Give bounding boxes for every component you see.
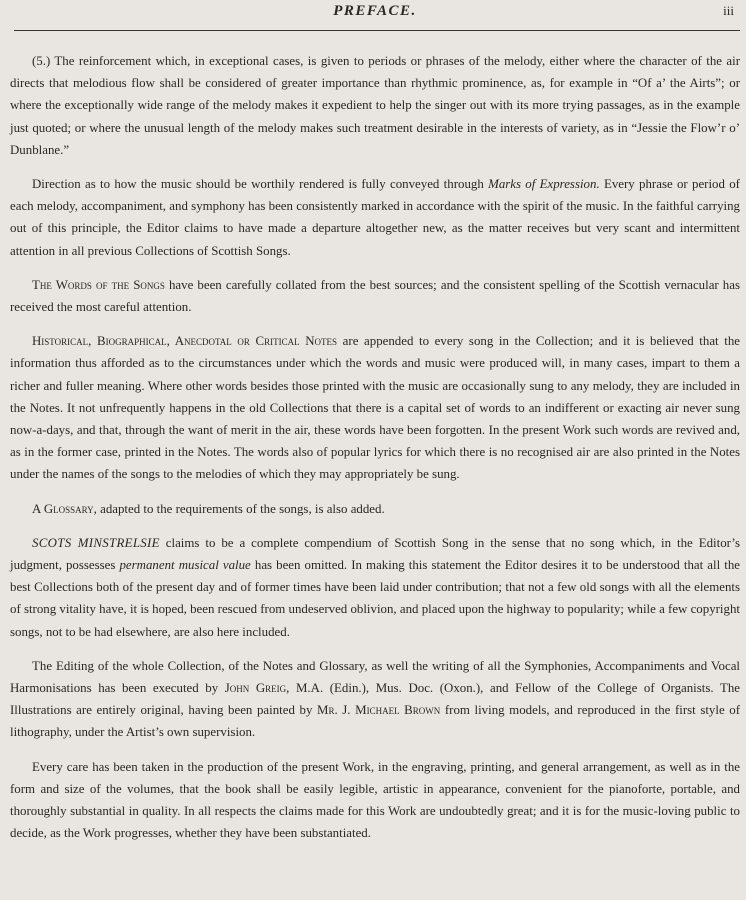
smallcaps-glossary: Glossary	[43, 501, 94, 516]
header-rule	[14, 30, 740, 31]
paragraph-glossary	[10, 498, 740, 520]
paragraph-text: The Editing of the whole Collection, of the Notes and Glossary, as well the writing of all the Symphonies, Accompaniments and Vocal Harmonisations has been executed by	[10, 658, 740, 696]
paragraph-text: , adapted to the requirements of the songs, is also added.	[93, 501, 385, 516]
paragraph-expression	[10, 173, 740, 262]
emphasis-permanent-musical-value: permanent musical value	[119, 558, 251, 573]
paragraph-text: A	[32, 501, 44, 516]
paragraph-text: Every care has been taken in the production of the present Work, in the engraving, printing, and general arrangement, as well as in the form and size of the volumes, that the book shall be easily legible, artistic in appearance, convenient for the pianoforte, portable, and thoroughly substantial in quality. In all respects the claims made for this Work are undoubtedly great; and it is for the music-loving public to decide, as the Work progresses, whether they have been substantiated.	[10, 759, 740, 841]
paragraph-text: has been omitted. In making this statement the Editor desires it to be understood that all the best Collections both of the present day and of former times have been laid under contribution; that not a few old songs with all the elements of strong vitality have, it is hoped, been rescued from undeserved oblivion, and placed upon the highway to popularity; while a few copyright songs, not to be had elsewhere, are also here included.	[10, 558, 741, 639]
paragraph-text: (5.) The reinforcement which, in exceptional cases, is given to periods or phrases of the melody, either where the character of the air directs that melodious flow shall be considered of greater importance than rhythmic prominence, as, for example in “Of a’ the Airts”; or where the exceptionally wide range of the melody makes it expedient to help the singer out with its more trying passages, as in the example just quoted; or where the unusual length of the melody makes such treatment desirable in the interests of variety, as in “Jessie the Flow’r o’ Dunblane.”	[10, 54, 740, 157]
smallcaps-john-greig: John Greig	[224, 681, 287, 696]
paragraph-text: from living models, and reproduced in the first style of lithography, under the Artist’s own supervision.	[10, 703, 740, 740]
smallcaps-words-of-songs: The Words of the Songs	[32, 277, 165, 292]
paragraph-text: claims to be a complete compendium of Scottish Song in the sense that no song which, in the Editor’s judgment, possesses	[10, 535, 741, 573]
emphasis-marks-of-expression: Marks of Expression.	[488, 177, 600, 192]
paragraph-text: have been carefully collated from the best sources; and the consistent spelling of the Scottish vernacular has received the most careful attention.	[10, 277, 740, 315]
preface-body	[10, 30, 740, 845]
emphasis-scots-minstrelsie: SCOTS MINSTRELSIE	[32, 535, 160, 550]
paragraph-text: Every phrase or period of each melody, accompaniment, and symphony has been consistently marked in accordance with the spirit of the music. In the faithful carrying out of this principle, the Editor claims to have made a departure altogether new, as the matter receives but very scant and intermittent attention in all previous Collections of Scottish Songs.	[10, 177, 740, 258]
paragraph-reinforcement	[10, 50, 740, 161]
paragraph-text: , M.A. (Edin.), Mus. Doc. (Oxon.), and Fellow of the College of Organists. The Illustrations are entirely original, having been painted by	[10, 681, 740, 718]
paragraph-text: are appended to every song in the Collection; and it is believed that the information thus afforded as to the circumstances under which the words and music were produced will, in many cases, impart to them a richer and fuller meaning. Where other words besides those printed with the music are occasionally sung to any melody, they are included in the Notes. It not unfrequently happens in the old Collections that there is a capital set of words to an indifferent or exacting air never sung now-a-days, and that, through the want of merit in the air, these words have been forgotten. In the present Work such words are revived and, as in the former case, printed in the Notes. The words also of popular lyrics for which there is no recognised air are also printed in the Notes under the names of the songs to the melodies of which they may appropriately be sung.	[10, 334, 740, 482]
paragraph-text: Direction as to how the music should be worthily rendered is fully conveyed through	[32, 177, 489, 192]
paragraph-words	[10, 274, 740, 318]
smallcaps-michael-brown: Mr. J. Michael Brown	[317, 703, 441, 718]
smallcaps-notes: Historical, Biographical, Anecdotal or Critical Notes	[32, 334, 338, 349]
paragraph-production	[10, 756, 740, 845]
page-title: PREFACE.	[333, 3, 417, 19]
paragraph-minstrelsie	[10, 532, 740, 643]
running-header	[10, 0, 740, 30]
paragraph-editing	[10, 655, 740, 744]
paragraph-notes	[10, 330, 740, 485]
page-number: iii	[723, 3, 734, 18]
